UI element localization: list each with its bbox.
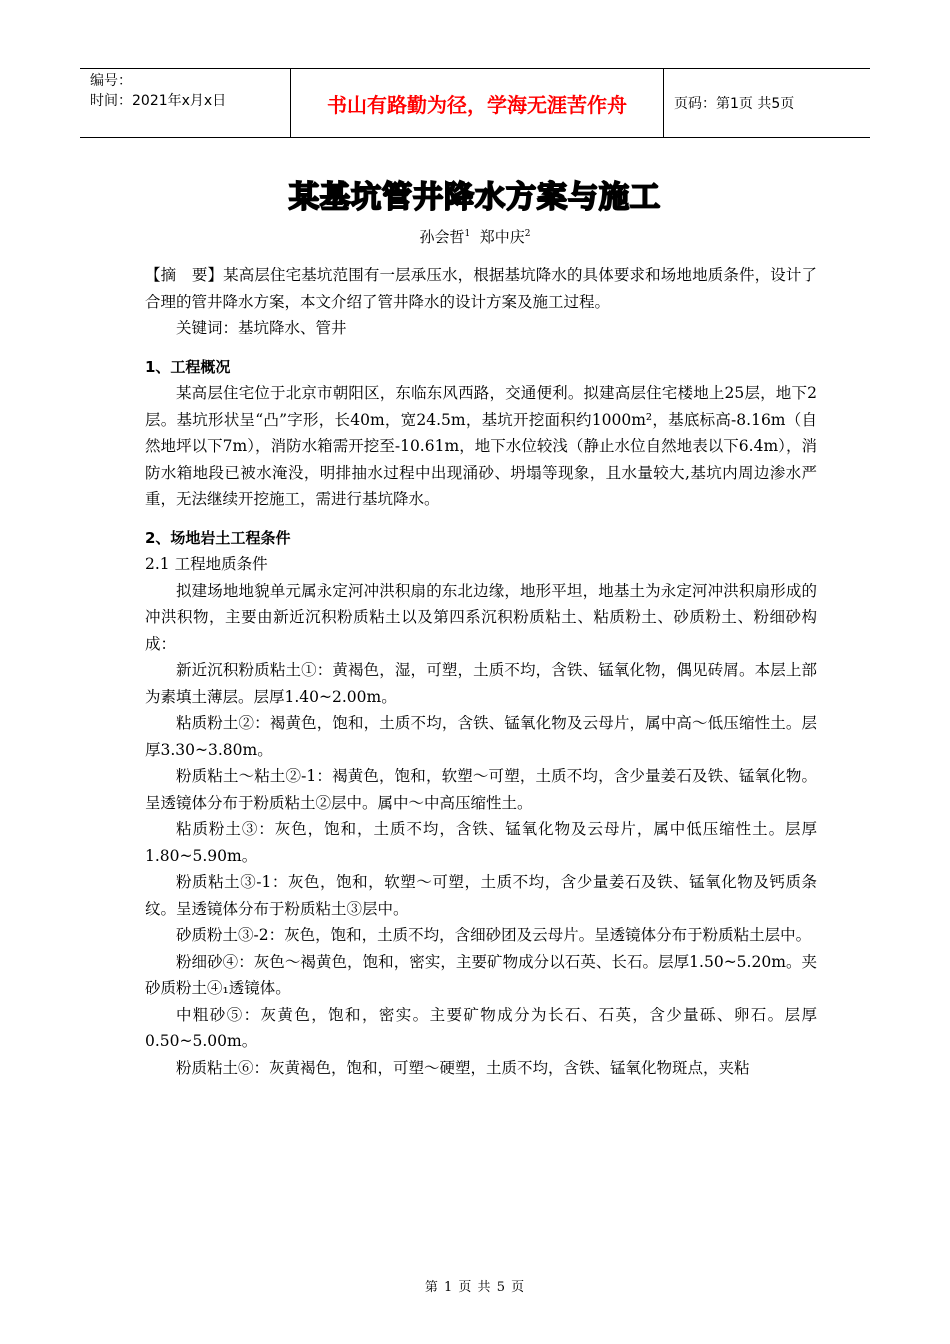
paragraph: 拟建场地地貌单元属永定河冲洪积扇的东北边缘，地形平坦，地基土为永定河冲洪积扇形成的冲洪积物，主要由新近沉积粉质粘土以及第四系沉积粉质粘土、粘质粉土、砂质粉土、粉细砂构成： (145, 581, 817, 653)
number-label: 编号： (90, 73, 132, 89)
page-footer: 第 1 页 共 5 页 (424, 1280, 526, 1295)
author-name: 郑中庆 (479, 228, 525, 246)
paragraph: 粉质粘土⑥：灰黄褐色，饱和，可塑～硬塑，土质不均，含铁、锰氧化物斑点，夹粘 (176, 1058, 750, 1077)
paragraph: 粘质粉土③：灰色，饱和，土质不均，含铁、锰氧化物及云母片，属中低压缩性土。层厚1.80~5.90m。 (145, 820, 817, 865)
abstract: 【摘 要】某高层住宅基坑范围有一层承压水，根据基坑降水的具体要求和场地地质条件，设计了合理的管井降水方案，本文介绍了管井降水的设计方案及施工过程。 (145, 266, 817, 311)
paragraph: 粉质粘土③-1：灰色，饱和，软塑～可塑，土质不均，含少量姜石及铁、锰氧化物及钙质条纹。呈透镜体分布于粉质粘土③层中。 (145, 873, 817, 918)
paragraph: 粉细砂④：灰色～褐黄色，饱和，密实，主要矿物成分以石英、长石。层厚1.50~5.20m。夹砂质粉土④₁透镜体。 (145, 952, 817, 997)
paragraph: 粘质粉土②：褐黄色，饱和，土质不均，含铁、锰氧化物及云母片，属中高～低压缩性土。层厚3.30~3.80m。 (145, 714, 817, 759)
header-table (80, 68, 870, 138)
author-name: 孙会哲 (419, 228, 465, 246)
section-heading: 1、工程概况 (145, 357, 231, 376)
authors (0, 226, 950, 247)
paragraph: 某高层住宅位于北京市朝阳区，东临东风西路，交通便利。拟建高层住宅楼地上25层，地下2层。基坑形状呈“凸”字形，长40m，宽24.5m，基坑开挖面积约1000m²，基底标高-8.16m（自然地坪以下7m），消防水箱需开挖至-10.61m，地下水位较浅（静止水位自然地表以下6.4m），消防水箱地段已被水淹没，明排抽水过程中出现涌砂、坍塌等现象，且水量较大,基坑内周边渗水严重，无法继续开挖施工，需进行基坑降水。 (145, 384, 817, 508)
document-title: 某基坑管井降水方案与施工 (289, 180, 661, 215)
document-body (145, 262, 817, 1081)
author-sup: 2 (524, 229, 531, 239)
subsection-heading: 2.1 工程地质条件 (145, 555, 268, 573)
paragraph: 中粗砂⑤：灰黄色，饱和，密实。主要矿物成分为长石、石英，含少量砾、卵石。层厚0.50~5.00m。 (145, 1005, 817, 1050)
paragraph: 粉质粘土～粘土②-1：褐黄色，饱和，软塑～可塑，土质不均，含少量姜石及铁、锰氧化物。呈透镜体分布于粉质粘土②层中。属中～中高压缩性土。 (145, 767, 817, 812)
paragraph: 新近沉积粉质粘土①：黄褐色，湿，可塑，土质不均，含铁、锰氧化物，偶见砖屑。本层上部为素填土薄层。层厚1.40~2.00m。 (145, 661, 817, 706)
paragraph: 砂质粉土③-2：灰色，饱和，土质不均，含细砂团及云母片。呈透镜体分布于粉质粘土层中。 (176, 926, 812, 944)
author-sup: 1 (464, 229, 471, 239)
page-info: 页码：第1页 共5页 (674, 96, 795, 112)
section-heading: 2、场地岩土工程条件 (145, 528, 291, 547)
time-label: 时间：2021年x月x日 (90, 93, 227, 109)
keywords: 关键词：基坑降水、管井 (176, 319, 347, 337)
header-meta (80, 69, 291, 137)
motto: 书山有路勤为径，学海无涯苦作舟 (291, 69, 664, 137)
